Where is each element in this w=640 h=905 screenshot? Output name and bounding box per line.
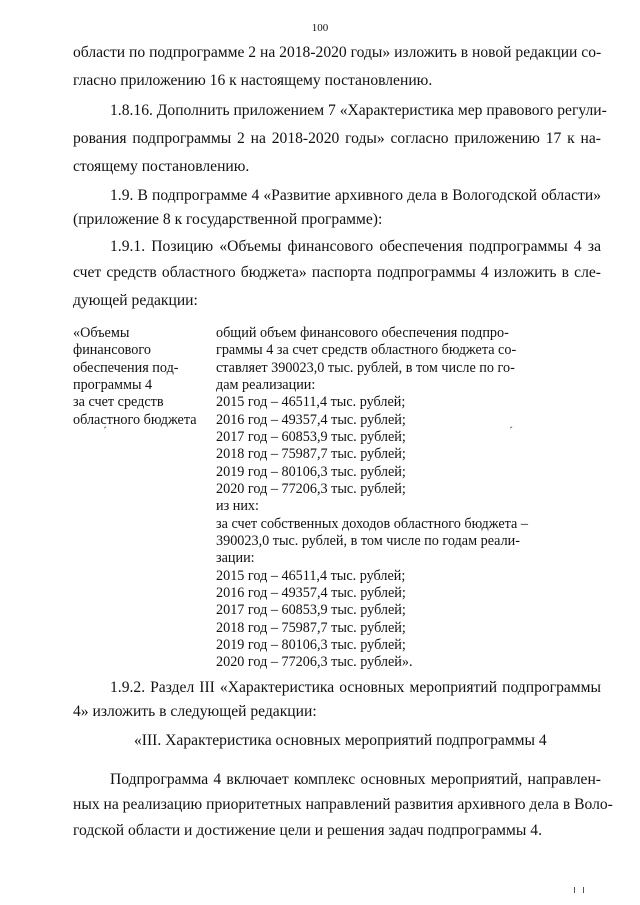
para5-line-1: 1.9.2. Раздел III «Характеристика основных мероприятий подпрограммы: [110, 679, 601, 696]
table-right-12: за счет собственных доходов областного бюджета –: [216, 516, 528, 532]
table-right-4: дам реализации:: [216, 377, 316, 393]
table-right-20: 2020 год – 77206,3 тыс. рублей».: [216, 654, 413, 670]
table-left-3: обеспечения под-: [73, 360, 179, 376]
para4-line-3: дующей редакции:: [73, 292, 198, 309]
table-right-2: граммы 4 за счет средств областного бюджета со-: [216, 342, 517, 358]
table-right-11: из них:: [216, 498, 259, 514]
para1-line-1: области по подпрограмме 2 на 2018-2020 годы» изложить в новой редакции со-: [73, 44, 602, 61]
table-right-18: 2018 год – 75987,7 тыс. рублей;: [216, 620, 406, 636]
section-heading: «III. Характеристика основных мероприятий подпрограммы 4: [134, 732, 547, 749]
table-left-6: областного бюджета: [73, 412, 197, 428]
para3-line-1: 1.9. В подпрограмме 4 «Развитие архивного дела в Вологодской области»: [110, 187, 601, 204]
para2-line-1: 1.8.16. Дополнить приложением 7 «Характеристика мер правового регули-: [110, 102, 607, 119]
table-right-14: зации:: [216, 550, 255, 566]
para1-line-2: гласно приложению 16 к настоящему постановлению.: [73, 72, 433, 89]
table-left-5: за счет средств: [73, 394, 164, 410]
para5-line-2: 4» изложить в следующей редакции:: [73, 703, 317, 720]
table-right-17: 2017 год – 60853,9 тыс. рублей;: [216, 602, 406, 618]
table-left-2: финансового: [73, 342, 151, 358]
table-right-6: 2016 год – 49357,4 тыс. рублей;: [216, 412, 406, 428]
para6-line-3: годской области и достижение цели и решения задач подпрограммы 4.: [73, 822, 542, 839]
page-number: 100: [311, 22, 329, 34]
table-right-3: ставляет 390023,0 тыс. рублей, в том числе по го-: [216, 360, 515, 376]
para3-line-2: (приложение 8 к государственной программе):: [73, 211, 383, 228]
table-right-16: 2016 год – 49357,4 тыс. рублей;: [216, 585, 406, 601]
table-right-7: 2017 год – 60853,9 тыс. рублей;: [216, 429, 406, 445]
scan-speck: ˊ: [103, 424, 107, 438]
table-right-8: 2018 год – 75987,7 тыс. рублей;: [216, 446, 406, 462]
table-right-1: общий объем финансового обеспечения подпро-: [216, 325, 509, 341]
scan-edge-mark: [583, 887, 584, 893]
table-right-5: 2015 год – 46511,4 тыс. рублей;: [216, 394, 406, 410]
table-right-10: 2020 год – 77206,3 тыс. рублей;: [216, 481, 406, 497]
table-right-9: 2019 год – 80106,3 тыс. рублей;: [216, 464, 406, 480]
table-left-4: программы 4: [73, 377, 153, 393]
para4-line-1: 1.9.1. Позицию «Объемы финансового обеспечения подпрограммы 4 за: [110, 238, 601, 255]
table-right-19: 2019 год – 80106,3 тыс. рублей;: [216, 637, 406, 653]
para4-line-2: счет средств областного бюджета» паспорта подпрограммы 4 изложить в сле-: [73, 264, 601, 281]
para6-line-2: ных на реализацию приоритетных направлений развития архивного дела в Воло-: [73, 796, 613, 813]
table-right-15: 2015 год – 46511,4 тыс. рублей;: [216, 568, 406, 584]
para2-line-3: стоящему постановлению.: [73, 158, 250, 175]
scan-edge-mark: [574, 887, 575, 893]
scan-speck: ˊ: [509, 424, 513, 438]
para2-line-2: рования подпрограммы 2 на 2018-2020 годы» согласно приложению 17 к на-: [73, 130, 601, 147]
table-right-13: 390023,0 тыс. рублей, в том числе по годам реали-: [216, 533, 520, 549]
para6-line-1: Подпрограмма 4 включает комплекс основных мероприятий, направлен-: [110, 771, 601, 788]
table-left-1: «Объемы: [73, 325, 130, 341]
